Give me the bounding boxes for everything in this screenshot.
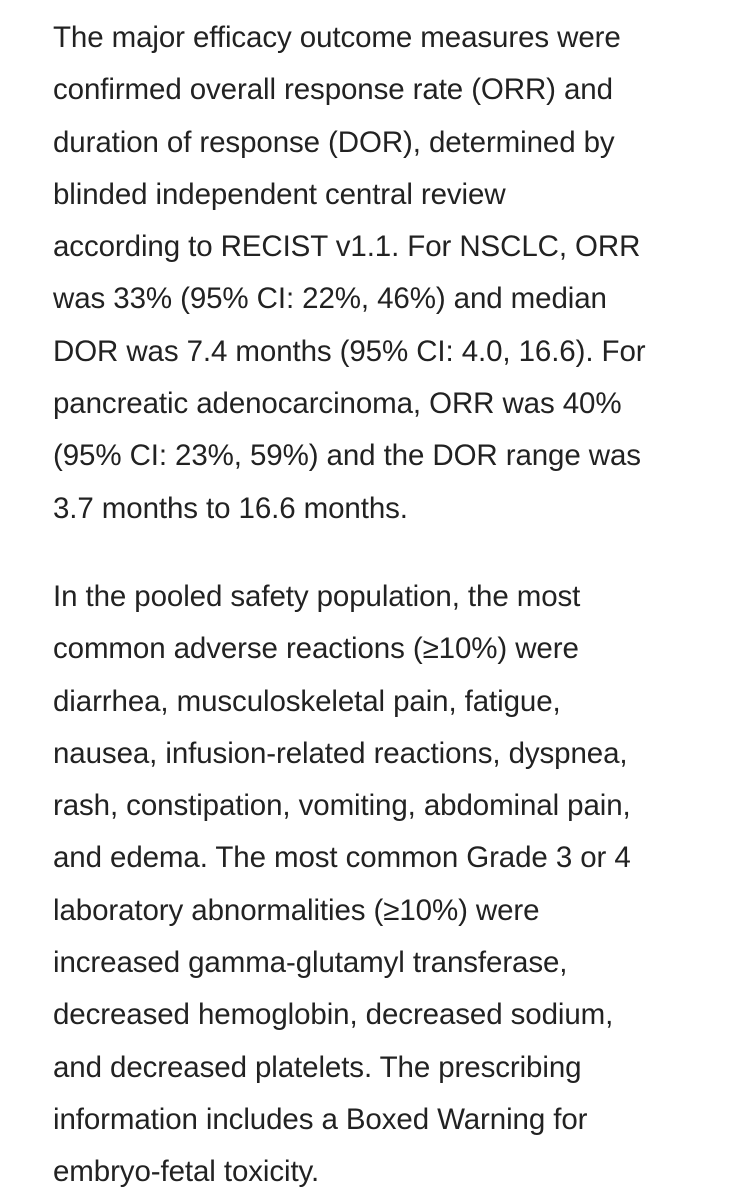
safety-paragraph [53,571,723,1199]
text-line: was 33% (95% CI: 22%, 46%) and median [53,282,607,316]
text-line: 3.7 months to 16.6 months. [53,491,408,525]
text-line: common adverse reactions (≥10%) were [53,632,579,666]
article-body [53,12,723,1199]
text-line: and decreased platelets. The prescribing [53,1050,582,1084]
text-line: embryo-fetal toxicity. [53,1155,320,1189]
efficacy-paragraph [53,12,723,535]
text-line: (95% CI: 23%, 59%) and the DOR range was [53,439,641,473]
text-line: decreased hemoglobin, decreased sodium, [53,998,614,1032]
text-line: and edema. The most common Grade 3 or 4 [53,841,631,875]
text-line: information includes a Boxed Warning for [53,1102,588,1136]
text-line: pancreatic adenocarcinoma, ORR was 40% [53,387,622,421]
text-line: nausea, infusion-related reactions, dyspnea, [53,736,628,770]
text-line: In the pooled safety population, the most [53,579,581,613]
text-line: according to RECIST v1.1. For NSCLC, ORR [53,230,641,264]
text-line: DOR was 7.4 months (95% CI: 4.0, 16.6). For [53,334,646,368]
text-line: laboratory abnormalities (≥10%) were [53,893,540,927]
text-line: increased gamma-glutamyl transferase, [53,946,568,980]
text-line: blinded independent central review [53,177,506,211]
text-line: rash, constipation, vomiting, abdominal pain, [53,789,631,823]
text-line: confirmed overall response rate (ORR) and [53,73,613,107]
text-line: diarrhea, musculoskeletal pain, fatigue, [53,684,561,718]
text-line: duration of response (DOR), determined by [53,125,615,159]
text-line: The major efficacy outcome measures were [53,21,621,54]
